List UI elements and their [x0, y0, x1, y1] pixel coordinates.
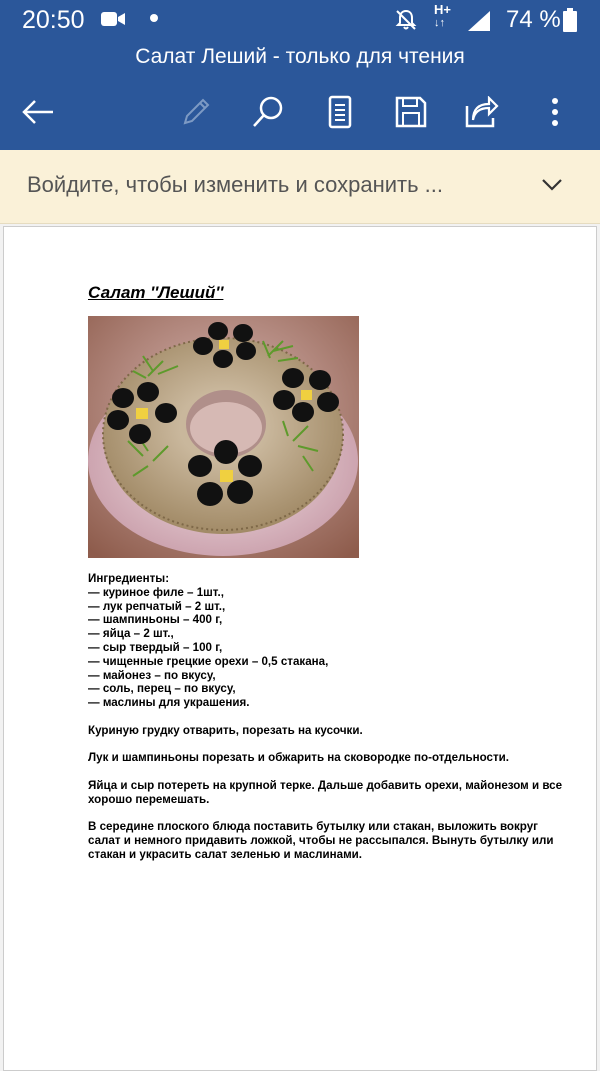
ingredient-item: — сыр твердый – 100 г,: [88, 640, 223, 654]
recipe-step: Куриную грудку отварить, порезать на кусочки.: [88, 723, 363, 737]
chevron-down-icon[interactable]: [540, 176, 564, 197]
ingredient-item: — маслины для украшения.: [88, 696, 250, 710]
document-title: Салат Леший - только для чтения: [135, 45, 465, 68]
notifications-muted-icon: [394, 8, 418, 37]
save-icon[interactable]: [393, 94, 429, 130]
battery-level: 74 %: [506, 6, 561, 33]
ingredients-list: [88, 586, 568, 710]
recipe-step: Яйца и сыр потереть на крупной терке. Дальше добавить орехи, майонезом и все хорошо перемешать.: [88, 778, 563, 806]
more-options-icon[interactable]: [537, 94, 573, 130]
ingredients-heading: Ингредиенты:: [88, 572, 170, 585]
ingredient-item: — соль, перец – по вкусу,: [88, 682, 236, 696]
ingredient-item: — чищенные грецкие орехи – 0,5 стакана,: [88, 654, 329, 668]
ingredient-item: — майонез – по вкусу,: [88, 668, 216, 682]
recipe-step: Лук и шампиньоны порезать и обжарить на сковородке по-отдельности.: [88, 751, 510, 765]
sign-in-banner[interactable]: [0, 150, 600, 224]
signal-icon: [466, 9, 492, 38]
salad-photo: [88, 316, 359, 558]
reading-view-icon[interactable]: [322, 94, 358, 130]
recipe-title: Салат ''Леший'': [88, 283, 224, 302]
ingredient-item: — яйца – 2 шт.,: [88, 627, 174, 641]
video-camera-icon: [100, 10, 126, 33]
sign-in-banner-text: Войдите, чтобы изменить и сохранить ...: [27, 172, 444, 197]
status-time: 20:50: [22, 6, 85, 34]
notification-dot-icon: [150, 14, 158, 22]
app-header: [0, 0, 600, 150]
recipe-text: [88, 572, 568, 862]
back-arrow-icon[interactable]: [20, 94, 56, 130]
document-page: [3, 226, 597, 1071]
search-icon[interactable]: [250, 94, 286, 130]
network-type: H+ ↓↑: [434, 2, 451, 29]
toolbar: [0, 88, 600, 136]
status-bar: [0, 0, 600, 40]
recipe-step: В середине плоского блюда поставить бутылку или стакан, выложить вокруг салат и немного придавить ложкой, чтобы не рассыпался. Вынуть бутылку или стакан и украсить салат зеленью и маслинами.: [88, 820, 554, 861]
share-icon[interactable]: [464, 94, 500, 130]
ingredient-item: — лук репчатый – 2 шт.,: [88, 599, 226, 613]
pencil-icon[interactable]: [178, 94, 214, 130]
ingredient-item: — куриное филе – 1шт.,: [88, 585, 224, 599]
ingredient-item: — шампиньоны – 400 г,: [88, 613, 223, 627]
battery-icon: [563, 8, 577, 37]
